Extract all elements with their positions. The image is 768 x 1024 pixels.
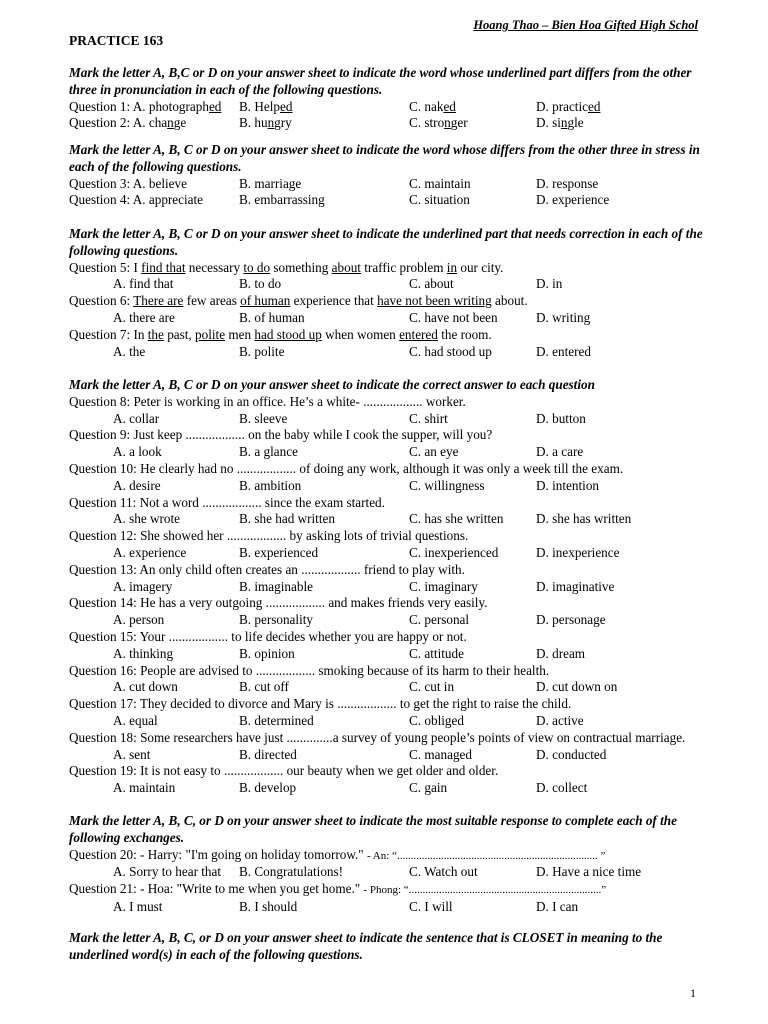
option-c: C. managed: [409, 746, 472, 762]
question-stem: Question 13: An only child often creates an .................. friend to play with.: [69, 561, 465, 577]
question-stem: Question 11: Not a word .................. since the exam started.: [69, 494, 385, 510]
question-1: [69, 99, 709, 116]
question-options: [69, 478, 709, 495]
question-stem: Question 16: People are advised to .................. smoking because of its harm to their health.: [69, 662, 550, 678]
option-d: D. personage: [536, 612, 606, 628]
section-instruction: Mark the letter A, B, C or D on your answer sheet to indicate the word whose differs from the other three in stress in each of the following questions.: [69, 142, 700, 174]
option-a: A. maintain: [113, 780, 176, 796]
question-stem: Question 15: Your .................. to life decides whether you are happy or not.: [69, 628, 467, 644]
option-a: A. Sorry to hear that: [113, 864, 222, 880]
option-a: Question 2: A. change: [69, 115, 187, 131]
question-7-stem: Question 7: In the past, polite men had stood up when women entered the room.: [69, 326, 492, 342]
option-d: D. imaginative: [536, 578, 615, 594]
option-a: A. experience: [113, 544, 187, 560]
question-options: [69, 713, 709, 730]
option-a: A. thinking: [113, 645, 174, 661]
option-d: D. she has written: [536, 511, 632, 527]
option-d: D. response: [536, 175, 599, 191]
question-stem: Question 17: They decided to divorce and Mary is .................. to get the right to raise the child.: [69, 696, 572, 712]
question-stem: Question 18: Some researchers have just ..............a survey of young people’s points of view on contractual marriage.: [69, 729, 686, 745]
option-c: C. cut in: [409, 679, 455, 695]
option-a: A. imagery: [113, 578, 173, 594]
section-instruction: Mark the letter A, B, C, or D on your answer sheet to indicate the most suitable response to complete each of the following exchanges.: [69, 813, 677, 845]
question-options: [69, 780, 709, 797]
page-title: PRACTICE 163: [69, 33, 164, 48]
section-instruction: Mark the letter A, B, C, or D on your answer sheet to indicate the sentence that is CLOSET in meaning to the underlined word(s) in each of the following questions.: [69, 930, 663, 962]
question-2: [69, 115, 709, 132]
option-d: D. I can: [536, 898, 579, 914]
option-a: A. there are: [113, 309, 175, 325]
question-stem: Question 14: He has a very outgoing .................. and makes friends very easily.: [69, 595, 488, 611]
option-c: C. obliged: [409, 712, 464, 728]
section-stress: [69, 142, 709, 209]
question-list: [69, 394, 709, 797]
option-b: B. develop: [239, 780, 297, 796]
question-stem: Question 10: He clearly had no .................. of doing any work, although it was only a week till the exam.: [69, 460, 624, 476]
question-4: [69, 192, 709, 209]
option-a: A. collar: [113, 410, 160, 426]
option-c: C. willingness: [409, 477, 485, 493]
option-b: B. Helped: [239, 98, 293, 114]
section-multiple-choice: [69, 377, 709, 797]
option-d: D. Have a nice time: [536, 864, 642, 880]
option-d: D. conducted: [536, 746, 607, 762]
section-exchanges: [69, 813, 709, 916]
option-c: C. have not been: [409, 309, 498, 325]
option-b: B. cut off: [239, 679, 289, 695]
option-d: D. writing: [536, 309, 591, 325]
section-instruction: Mark the letter A, B, C or D on your answer sheet to indicate the correct answer to each question: [69, 377, 595, 392]
question-20-options: [69, 864, 709, 881]
section-pronunciation: [69, 65, 709, 132]
option-d: D. entered: [536, 343, 591, 359]
page-number: 1: [690, 986, 696, 1001]
question-options: [69, 511, 709, 528]
question-6-options: [69, 310, 709, 327]
option-c: C. shirt: [409, 410, 448, 426]
option-b: B. marriage: [239, 175, 302, 191]
option-b: B. she had written: [239, 511, 335, 527]
option-d: D. intention: [536, 477, 600, 493]
option-b: B. imaginable: [239, 578, 313, 594]
option-a: A. desire: [113, 477, 161, 493]
question-3: [69, 176, 709, 193]
option-b: B. personality: [239, 612, 313, 628]
option-c: C. imaginary: [409, 578, 478, 594]
option-a: Question 3: A. believe: [69, 175, 187, 191]
question-20-stem: Question 20: - Harry: "I'm going on holiday tomorrow." - An: “......................................................................... ”: [69, 846, 606, 862]
question-7-options: [69, 344, 709, 361]
option-b: B. I should: [239, 898, 298, 914]
option-a: A. the: [113, 343, 146, 359]
option-b: B. of human: [239, 309, 305, 325]
section-instruction: Mark the letter A, B, C or D on your answer sheet to indicate the underlined part that needs correction in each of the following questions.: [69, 226, 703, 258]
option-d: D. dream: [536, 645, 586, 661]
option-c: C. attitude: [409, 645, 464, 661]
option-c: C. gain: [409, 780, 448, 796]
question-options: [69, 612, 709, 629]
option-b: B. hungry: [239, 115, 292, 131]
section-error-correction: [69, 226, 709, 360]
option-c: C. inexperienced: [409, 544, 499, 560]
option-b: B. a glance: [239, 444, 298, 460]
option-c: C. has she written: [409, 511, 504, 527]
option-c: C. about: [409, 276, 454, 292]
option-c: C. naked: [409, 98, 456, 114]
option-b: B. determined: [239, 712, 314, 728]
option-c: C. situation: [409, 192, 470, 208]
page-header: Hoang Thao – Bien Hoa Gifted High Schol: [473, 18, 698, 32]
question-options: [69, 679, 709, 696]
question-6-stem: Question 6: There are few areas of human experience that have not been writing about.: [69, 293, 528, 309]
option-b: B. embarrassing: [239, 192, 325, 208]
option-a: A. she wrote: [113, 511, 181, 527]
question-options: [69, 545, 709, 562]
question-options: [69, 411, 709, 428]
option-c: C. stronger: [409, 115, 468, 131]
question-stem: Question 9: Just keep .................. on the baby while I cook the supper, will you?: [69, 427, 493, 443]
option-d: D. single: [536, 115, 584, 131]
option-a: A. cut down: [113, 679, 178, 695]
option-b: B. sleeve: [239, 410, 288, 426]
question-options: [69, 579, 709, 596]
section-closest-meaning: [69, 930, 709, 964]
option-c: C. personal: [409, 612, 470, 628]
option-a: A. a look: [113, 444, 162, 460]
option-d: D. cut down on: [536, 679, 618, 695]
option-d: D. in: [536, 276, 563, 292]
option-b: B. opinion: [239, 645, 295, 661]
option-c: C. Watch out: [409, 864, 478, 880]
option-d: D. a care: [536, 444, 584, 460]
option-a: A. I must: [113, 898, 163, 914]
option-b: B. polite: [239, 343, 285, 359]
section-instruction: Mark the letter A, B,C or D on your answer sheet to indicate the word whose underlined part differs from the other three in pronunciation in each of the following questions.: [69, 65, 692, 97]
option-d: D. active: [536, 712, 584, 728]
question-5-stem: Question 5: I find that necessary to do something about traffic problem in our city.: [69, 259, 504, 275]
question-options: [69, 747, 709, 764]
option-b: B. directed: [239, 746, 297, 762]
question-stem: Question 8: Peter is working in an office. He’s a white- .................. worker.: [69, 393, 466, 409]
option-a: A. sent: [113, 746, 151, 762]
option-d: D. button: [536, 410, 586, 426]
option-d: D. inexperience: [536, 544, 620, 560]
question-21-options: [69, 899, 709, 916]
option-a: A. find that: [113, 276, 174, 292]
question-5-options: [69, 276, 709, 293]
option-d: D. experience: [536, 192, 610, 208]
option-b: B. ambition: [239, 477, 302, 493]
question-stem: Question 19: It is not easy to .................. our beauty when we get older and older.: [69, 763, 499, 779]
option-c: C. an eye: [409, 444, 459, 460]
option-a: A. equal: [113, 712, 158, 728]
option-b: B. Congratulations!: [239, 864, 344, 880]
option-d: D. practiced: [536, 98, 601, 114]
question-stem: Question 12: She showed her .................. by asking lots of trivial questions.: [69, 528, 469, 544]
option-b: B. to do: [239, 276, 282, 292]
option-d: D. collect: [536, 780, 588, 796]
option-c: C. had stood up: [409, 343, 492, 359]
question-21-stem: Question 21: - Hoa: "Write to me when you get home." - Phong: “......................................................................”: [69, 881, 607, 897]
question-options: [69, 444, 709, 461]
option-a: Question 1: A. photographed: [69, 98, 222, 114]
question-options: [69, 646, 709, 663]
option-a: A. person: [113, 612, 165, 628]
option-c: C. maintain: [409, 175, 471, 191]
option-b: B. experienced: [239, 544, 319, 560]
option-a: Question 4: A. appreciate: [69, 192, 204, 208]
option-c: C. I will: [409, 898, 453, 914]
